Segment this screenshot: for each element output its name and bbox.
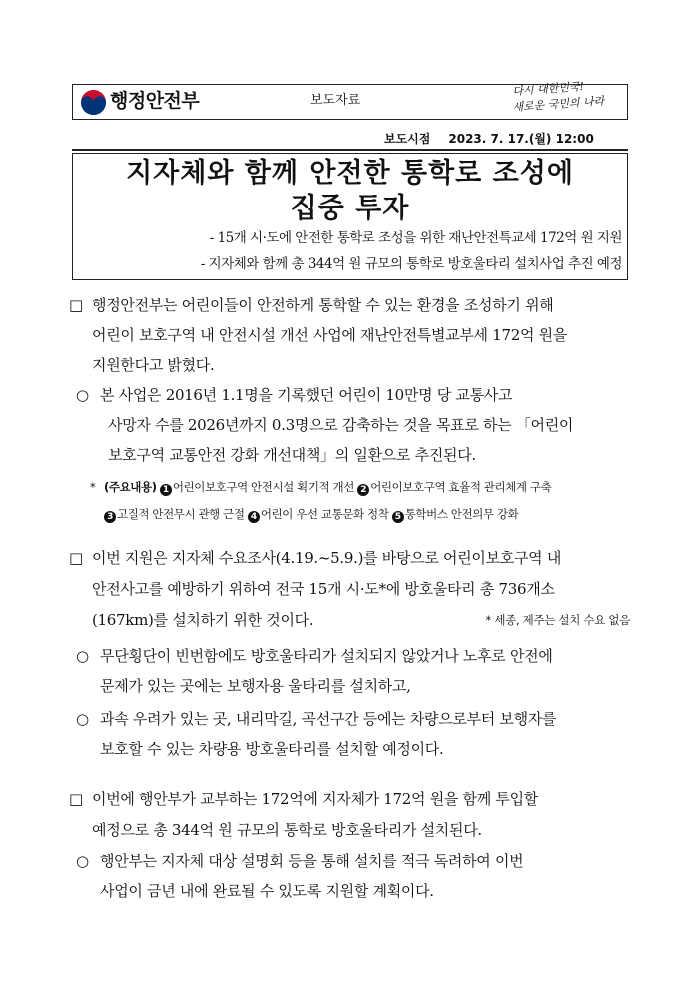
circle-bullet: ○ [76, 386, 90, 404]
note-item-2: 어린이보호구역 효율적 관리체계 구축 [370, 480, 552, 494]
number-badge-1: 1 [160, 484, 172, 496]
footnote: * 세종, 제주는 설치 수요 없음 [485, 613, 630, 627]
embargo-label: 보도시점 [384, 132, 431, 146]
headline-line-2: 집중 투자 [290, 193, 410, 224]
section-2-sub1-line-1: 무단횡단이 빈번함에도 방호울타리가 설치되지 않았거나 노후로 안전에 [100, 647, 553, 665]
section-1-line-3: 지원한다고 밝혔다. [92, 356, 215, 374]
circle-bullet: ○ [76, 647, 90, 665]
number-badge-4: 4 [248, 511, 260, 523]
box-bullet: □ [69, 296, 84, 314]
circle-bullet: ○ [76, 710, 90, 728]
section-3-line-1: 이번에 행안부가 교부하는 172억에 지자체가 172억 원을 함께 투입할 [92, 790, 538, 808]
section-3-line-2: 예정으로 총 344억 원 규모의 통학로 방호울타리가 설치된다. [92, 821, 482, 839]
embargo-time [384, 132, 594, 146]
embargo-value: 2023. 7. 17.(월) 12:00 [448, 132, 594, 146]
section-1-line-1: 행정안전부는 어린이들이 안전하게 통학할 수 있는 환경을 조성하기 위해 [92, 296, 554, 314]
note-item-4: 어린이 우선 교통문화 정착 [260, 507, 389, 521]
subheadline-2: - 지자체와 함께 총 344억 원 규모의 통학로 방호울타리 설치사업 추진 예정 [200, 256, 622, 272]
number-badge-5: 5 [392, 511, 404, 523]
section-1-sub-line-2: 사망자 수를 2026년까지 0.3명으로 감축하는 것을 목표로 하는 「어린이 [108, 416, 574, 434]
box-bullet: □ [69, 790, 84, 808]
section-1-sub-line-1: 본 사업은 2016년 1.1명을 기록했던 어린이 10만명 당 교통사고 [100, 386, 513, 404]
note-item-1: 어린이보호구역 안전시설 획기적 개선 [172, 480, 354, 494]
number-badge-3: 3 [104, 511, 116, 523]
note-label: (주요내용) [104, 480, 157, 494]
note-item-5: 통학버스 안전의무 강화 [404, 507, 519, 521]
section-3-sub-line-2: 사업이 금년 내에 완료될 수 있도록 지원할 계획이다. [100, 882, 434, 900]
document-type: 보도자료 [310, 93, 361, 108]
section-2-line-1: 이번 지원은 지자체 수요조사(4.19.~5.9.)를 바탕으로 어린이보호구역 내 [92, 549, 562, 567]
section-2-line-2: 안전사고를 예방하기 위하여 전국 15개 시·도*에 방호울타리 총 736개소 [92, 580, 555, 598]
subheadline-1: - 15개 시·도에 안전한 통학로 조성을 위한 재난안전특교세 172억 원 지원 [209, 230, 622, 246]
section-3-sub-line-1: 행안부는 지자체 대상 설명회 등을 통해 설치를 적극 독려하여 이번 [100, 852, 524, 870]
number-badge-2: 2 [357, 484, 369, 496]
slogan-line-2: 새로운 국민의 나라 [512, 94, 605, 114]
section-2-sub2-line-1: 과속 우려가 있는 곳, 내리막길, 곡선구간 등에는 차량으로부터 보행자를 [100, 710, 557, 728]
section-2-sub1-line-2: 문제가 있는 곳에는 보행자용 울타리를 설치하고, [100, 677, 411, 695]
section-1-line-2: 어린이 보호구역 내 안전시설 개선 사업에 재난안전특별교부세 172억 원을 [92, 326, 567, 344]
circle-bullet: ○ [76, 852, 90, 870]
note-item-3: 고질적 안전무시 관행 근절 [117, 507, 245, 521]
slogan-line-1: 다시 대한민국! [512, 79, 585, 98]
note-line-2 [104, 506, 634, 523]
note-star: * [90, 480, 96, 494]
section-1-sub-line-3: 보호구역 교통안전 강화 개선대책」의 일환으로 추진된다. [108, 446, 476, 464]
divider [72, 149, 628, 151]
box-bullet: □ [69, 549, 84, 567]
note-line-1 [104, 479, 634, 496]
section-2-line-3: (167km)를 설치하기 위한 것이다. [92, 611, 314, 629]
headline-line-1: 지자체와 함께 안전한 통학로 조성에 [126, 158, 574, 189]
agency-name: 행정안전부 [110, 90, 200, 112]
section-2-sub2-line-2: 보호할 수 있는 차량용 방호울타리를 설치할 예정이다. [100, 740, 444, 758]
ministry-logo-icon [80, 89, 107, 116]
